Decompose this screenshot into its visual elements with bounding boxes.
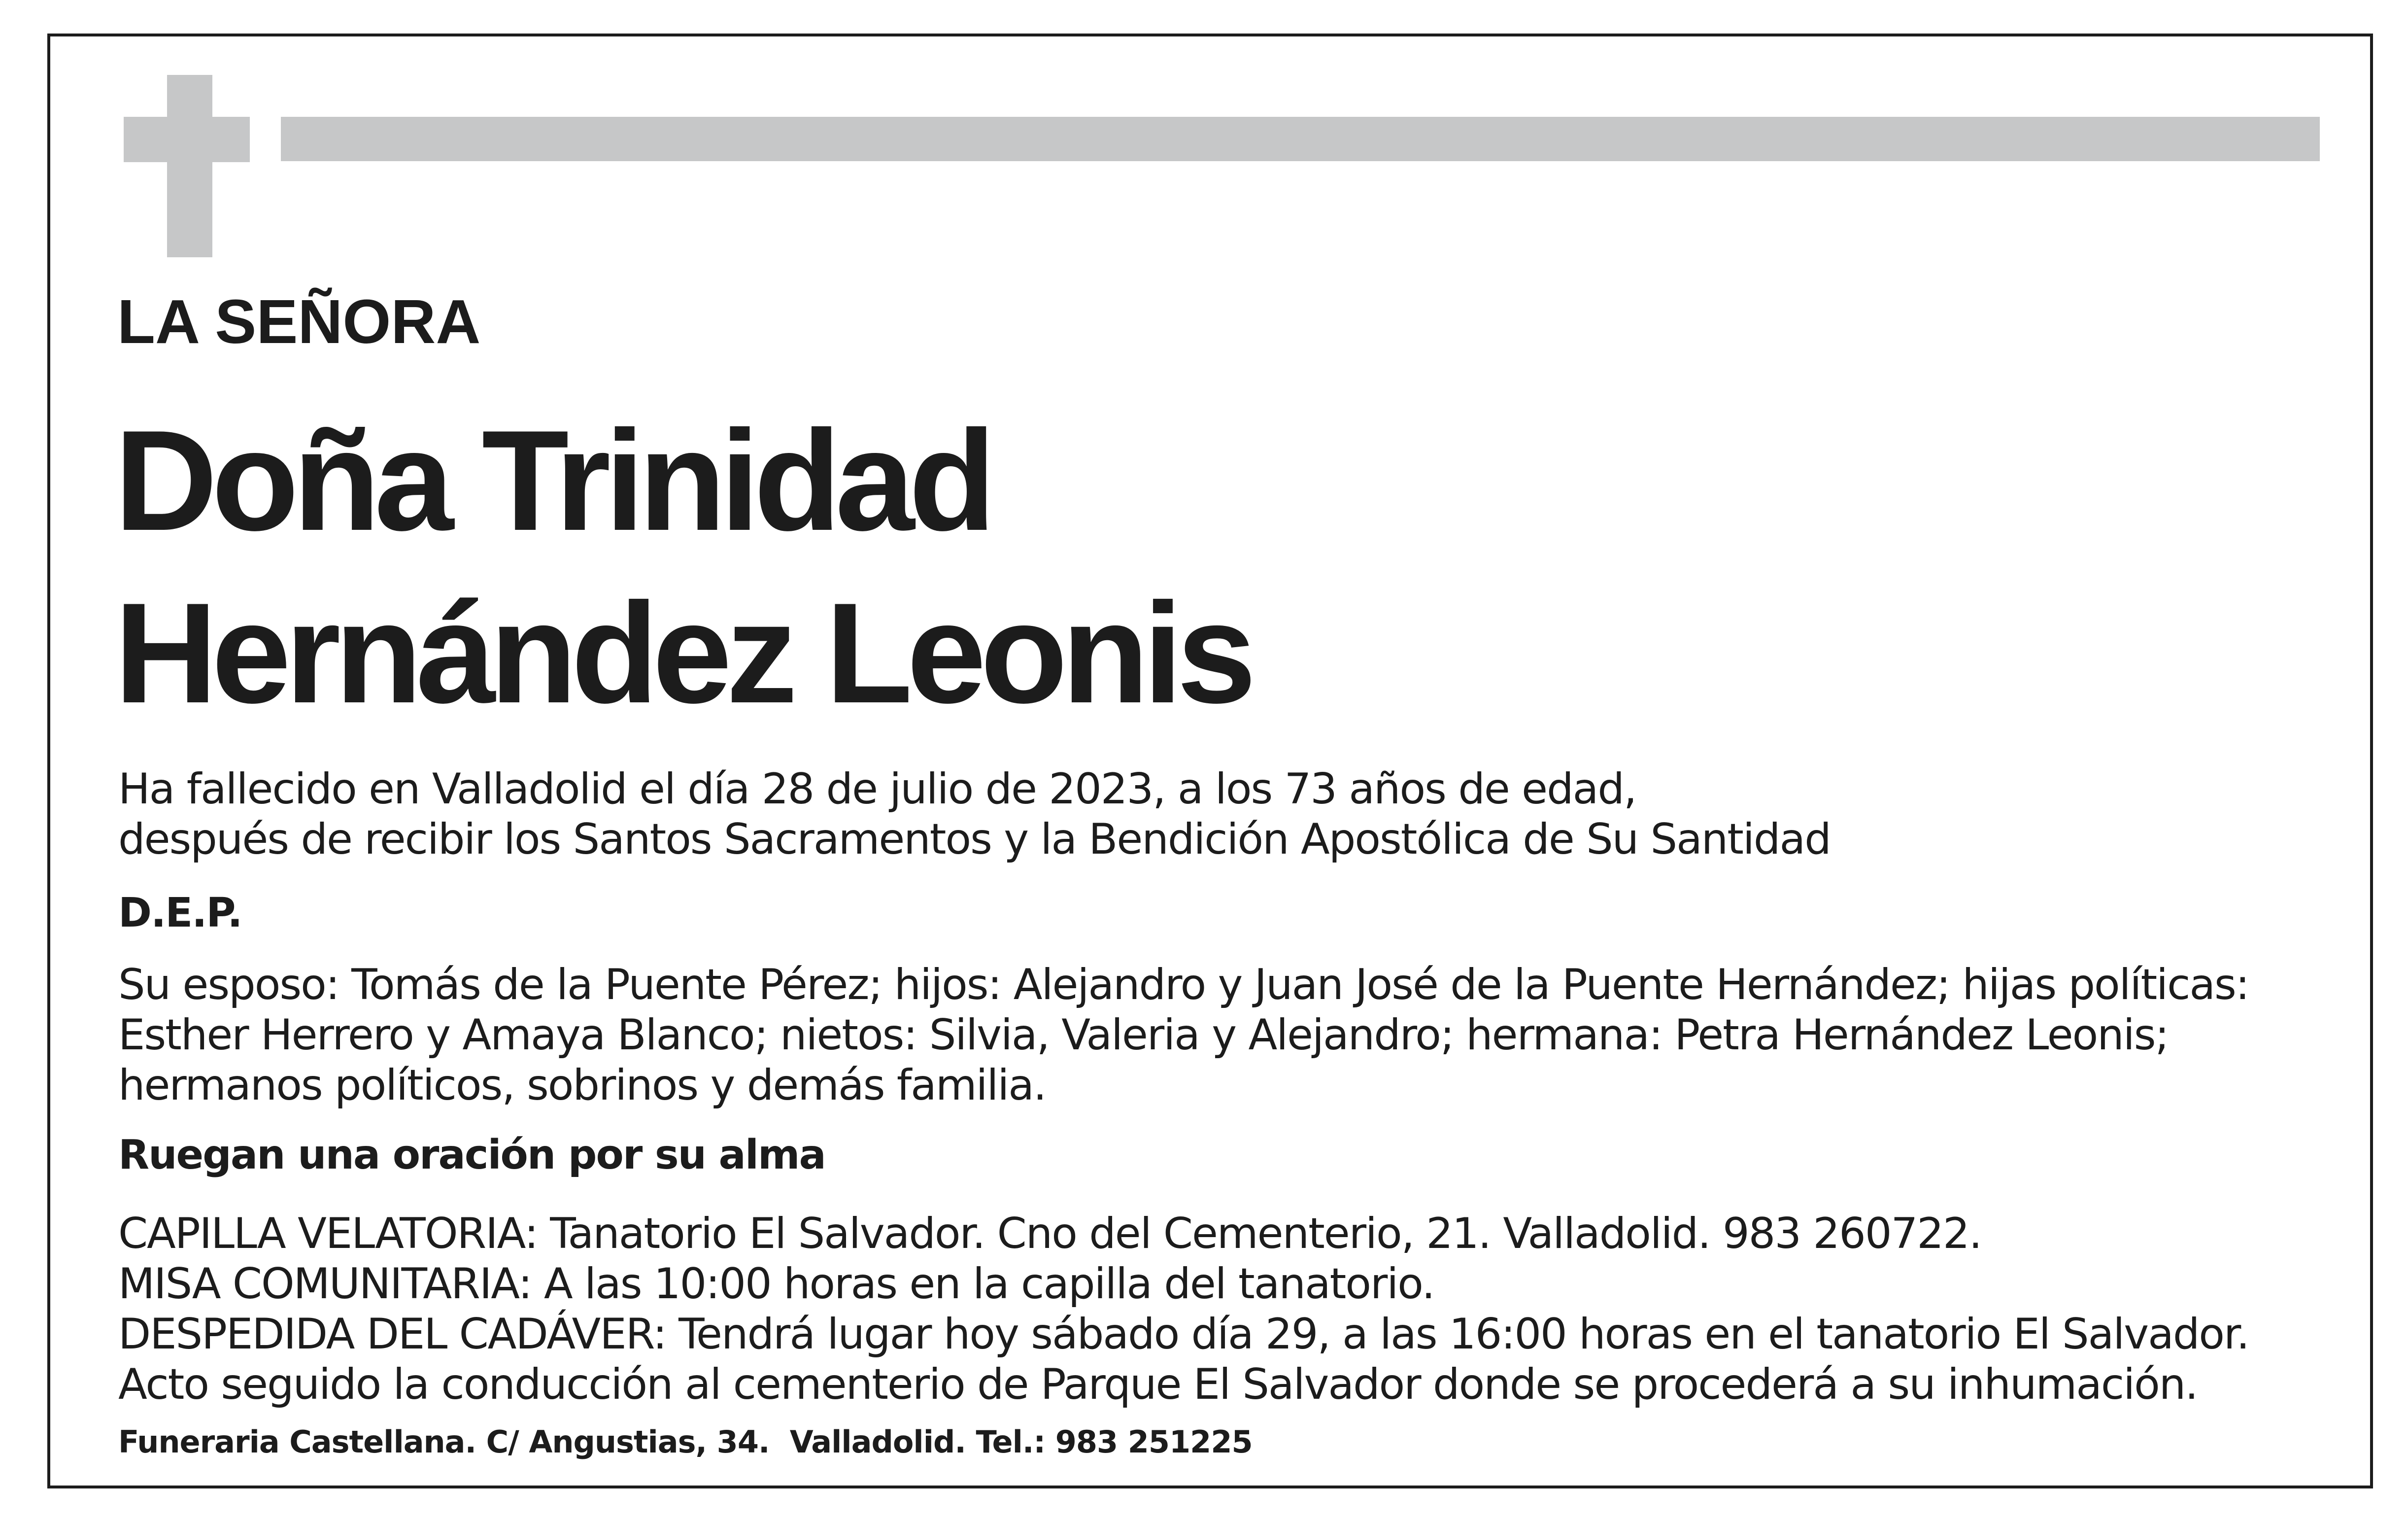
rip-label: D.E.P. [118, 890, 242, 936]
family-line-3: hermanos políticos, sobrinos y demás familia. [118, 1061, 1046, 1110]
intro-line-1: Ha fallecido en Valladolid el día 28 de julio de 2023, a los 73 años de edad, [118, 764, 1636, 814]
family-line-2: Esther Herrero y Amaya Blanco; nietos: Silvia, Valeria y Alejandro; hermana: Petra Hernández Leonis; [118, 1010, 2169, 1060]
funeral-home-info: Funeraria Castellana. C/ Angustias, 34. Valladolid. Tel.: 983 251225 [118, 1424, 1253, 1460]
service-line-1: CAPILLA VELATORIA: Tanatorio El Salvador. Cno del Cementerio, 21. Valladolid. 983 260722. [118, 1209, 1982, 1258]
service-line-3: DESPEDIDA DEL CADÁVER: Tendrá lugar hoy sábado día 29, a las 16:00 horas en el tanatorio El Salvador. [118, 1310, 2249, 1359]
intro-line-2: después de recibir los Santos Sacramentos y la Bendición Apostólica de Su Santidad [118, 815, 1831, 864]
cross-icon-arm [124, 117, 250, 162]
prayer-request: Ruegan una oración por su alma [118, 1132, 825, 1178]
header-rule [281, 117, 2320, 161]
deceased-name-line-1: Doña Trinidad [114, 401, 990, 560]
family-line-1: Su esposo: Tomás de la Puente Pérez; hijos: Alejandro y Juan José de la Puente Hernández; hijas políticas: [118, 960, 2249, 1009]
service-line-2: MISA COMUNITARIA: A las 10:00 horas en la capilla del tanatorio. [118, 1259, 1434, 1309]
notice-title: LA SEÑORA [117, 287, 481, 356]
cross-icon [167, 75, 212, 257]
service-line-4: Acto seguido la conducción al cementerio de Parque El Salvador donde se procederá a su inhumación. [118, 1360, 2198, 1409]
deceased-name-line-2: Hernández Leonis [114, 573, 1251, 733]
